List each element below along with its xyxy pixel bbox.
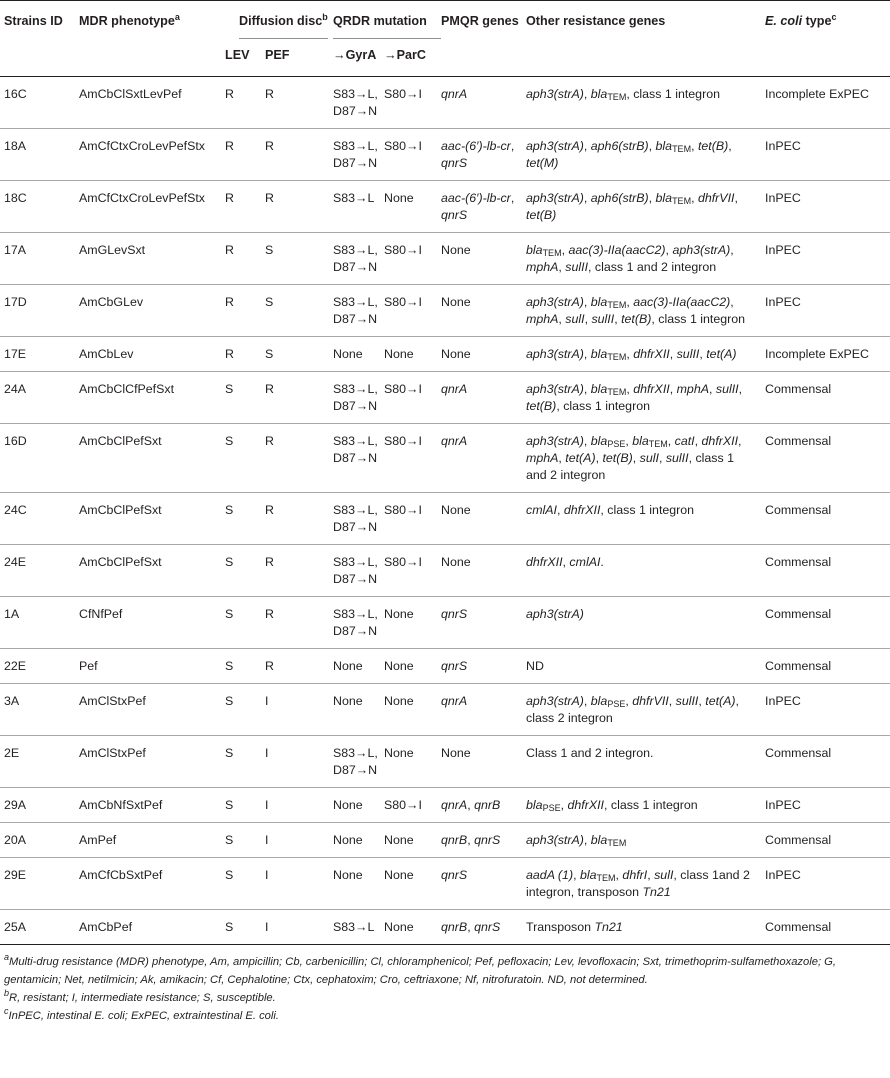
cell-strain-id: 16D: [4, 434, 27, 448]
footnote-b: $^b$R, resistant; I, intermediate resistance; S, susceptible.: [4, 988, 276, 1004]
cell-pef: R: [265, 607, 274, 621]
cell-mdr-phenotype: AmCbClPefSxt: [79, 503, 162, 517]
cell-pef: I: [265, 694, 269, 708]
cell-ecoli-type: Commensal: [765, 434, 832, 448]
cell-parc: None: [384, 659, 414, 673]
footnote-marker-a: a: [174, 12, 180, 22]
cell-gyra: None: [333, 694, 363, 708]
cell-parc: S80→I: [384, 798, 422, 812]
cell-gyra: S83→L, D87→N: [333, 87, 378, 118]
table-row: [0, 337, 890, 372]
cell-parc: None: [384, 607, 414, 621]
header-parc: →ParC: [384, 48, 427, 62]
table-row: [0, 649, 890, 684]
cell-parc: None: [384, 920, 414, 934]
cell-pef: I: [265, 920, 269, 934]
cell-mdr-phenotype: AmGLevSxt: [79, 243, 146, 257]
cell-ecoli-type: Commensal: [765, 503, 832, 517]
cell-mdr-phenotype: AmCbClPefSxt: [79, 555, 162, 569]
cell-mdr-phenotype: AmCfCtxCroLevPefStx: [79, 139, 206, 153]
cell-gyra: S83→L, D87→N: [333, 555, 378, 586]
cell-parc: S80→I: [384, 139, 422, 153]
header-strain-id: Strains ID: [4, 14, 63, 28]
cell-pmqr: qnrA: [441, 694, 468, 708]
cell-strain-id: 29E: [4, 868, 27, 882]
cell-parc: S80→I: [384, 434, 422, 448]
cell-other-genes: Class 1 and 2 integron.: [526, 746, 654, 760]
cell-other-genes: aph3(strA): [526, 607, 584, 621]
cell-lev: S: [225, 694, 234, 708]
cell-parc: S80→I: [384, 382, 422, 396]
cell-lev: S: [225, 659, 234, 673]
footnote-marker-b: b: [322, 12, 328, 22]
cell-pmqr: qnrB, qnrS: [441, 920, 501, 934]
cell-pmqr: None: [441, 503, 471, 517]
table-row: [0, 684, 890, 736]
cell-pmqr: qnrS: [441, 659, 468, 673]
cell-ecoli-type: Commensal: [765, 833, 832, 847]
cell-ecoli-type: InPEC: [765, 243, 801, 257]
cell-strain-id: 24C: [4, 503, 27, 517]
table-row: [0, 285, 890, 337]
cell-gyra: S83→L, D87→N: [333, 139, 378, 170]
cell-other-genes: Transposon Tn21: [526, 920, 623, 934]
cell-strain-id: 16C: [4, 87, 27, 101]
table-row: [0, 372, 890, 424]
cell-pef: R: [265, 434, 274, 448]
cell-other-genes: aph3(strA), aph6(strB), bla$_{TEM}$, tet(B), tet(M): [526, 139, 732, 170]
cell-other-genes: ND: [526, 659, 544, 673]
table-row: [0, 129, 890, 181]
cell-other-genes: bla$_{TEM}$, aac(3)-IIa(aacC2), aph3(strA), mphA, sulII, class 1 and 2 integron: [526, 243, 734, 274]
cell-pmqr: qnrA: [441, 434, 468, 448]
cell-gyra: S83→L, D87→N: [333, 434, 378, 465]
cell-mdr-phenotype: AmCbLev: [79, 347, 134, 361]
table-row: [0, 545, 890, 597]
cell-pef: R: [265, 191, 274, 205]
header-gyra: →GyrA: [333, 48, 377, 62]
cell-mdr-phenotype: AmClStxPef: [79, 694, 146, 708]
cell-pef: S: [265, 243, 274, 257]
cell-gyra: S83→L, D87→N: [333, 382, 378, 413]
cell-pmqr: qnrS: [441, 868, 468, 882]
cell-mdr-phenotype: AmCfCbSxtPef: [79, 868, 163, 882]
cell-pmqr: qnrS: [441, 607, 468, 621]
cell-pef: R: [265, 503, 274, 517]
cell-gyra: None: [333, 833, 363, 847]
cell-pmqr: None: [441, 746, 471, 760]
cell-parc: S80→I: [384, 555, 422, 569]
cell-parc: None: [384, 868, 414, 882]
cell-pef: R: [265, 555, 274, 569]
cell-lev: S: [225, 920, 234, 934]
cell-strain-id: 17D: [4, 295, 27, 309]
cell-mdr-phenotype: AmCbClCfPefSxt: [79, 382, 175, 396]
cell-other-genes: aph3(strA), bla$_{PSE}$, dhfrVII, sulII, tet(A), class 2 integron: [526, 694, 739, 725]
cell-gyra: S83→L, D87→N: [333, 503, 378, 534]
cell-parc: S80→I: [384, 295, 422, 309]
cell-lev: S: [225, 798, 234, 812]
footnotes: [4, 953, 888, 1025]
cell-mdr-phenotype: AmCbNfSxtPef: [79, 798, 163, 812]
cell-parc: None: [384, 694, 414, 708]
cell-pmqr: None: [441, 347, 471, 361]
cell-lev: R: [225, 243, 234, 257]
cell-pmqr: aac-(6′)-lb-cr, qnrS: [441, 139, 515, 170]
cell-gyra: None: [333, 347, 363, 361]
table-row: [0, 181, 890, 233]
table-row: [0, 233, 890, 285]
cell-pef: R: [265, 382, 274, 396]
cell-strain-id: 20A: [4, 833, 27, 847]
cell-strain-id: 24E: [4, 555, 27, 569]
header-lev: LEV: [225, 48, 250, 62]
cell-ecoli-type: InPEC: [765, 191, 801, 205]
cell-pef: R: [265, 139, 274, 153]
cell-parc: S80→I: [384, 243, 422, 257]
cell-strain-id: 17E: [4, 347, 27, 361]
cell-lev: R: [225, 87, 234, 101]
cell-strain-id: 22E: [4, 659, 27, 673]
cell-parc: None: [384, 191, 414, 205]
cell-parc: S80→I: [384, 87, 422, 101]
cell-ecoli-type: Commensal: [765, 607, 832, 621]
cell-strain-id: 29A: [4, 798, 27, 812]
cell-lev: R: [225, 139, 234, 153]
cell-other-genes: aph3(strA), bla$_{TEM}$, class 1 integron: [526, 87, 720, 102]
cell-strain-id: 18C: [4, 191, 27, 205]
table-row: [0, 493, 890, 545]
cell-gyra: S83→L, D87→N: [333, 607, 378, 638]
cell-gyra: S83→L, D87→N: [333, 243, 378, 274]
cell-ecoli-type: Commensal: [765, 920, 832, 934]
cell-gyra: None: [333, 868, 363, 882]
table-row: [0, 858, 890, 910]
cell-pmqr: None: [441, 295, 471, 309]
cell-pmqr: None: [441, 555, 471, 569]
cell-mdr-phenotype: Pef: [79, 659, 98, 673]
cell-pef: I: [265, 868, 269, 882]
table-row: [0, 823, 890, 858]
cell-strain-id: 17A: [4, 243, 27, 257]
cell-ecoli-type: InPEC: [765, 694, 801, 708]
header-pef: PEF: [265, 48, 290, 62]
cell-strain-id: 18A: [4, 139, 27, 153]
cell-mdr-phenotype: AmClStxPef: [79, 746, 146, 760]
table-row: [0, 597, 890, 649]
cell-strain-id: 1A: [4, 607, 20, 621]
table-row: [0, 788, 890, 823]
cell-other-genes: aadA (1), bla$_{TEM}$, dhfrI, sulI, class 1and 2 integron, transposon Tn21: [526, 868, 750, 899]
cell-pef: R: [265, 659, 274, 673]
header-ecoli-type: E. coli type$^c$: [765, 12, 837, 28]
cell-gyra: None: [333, 659, 363, 673]
cell-mdr-phenotype: AmCbClSxtLevPef: [79, 87, 182, 101]
cell-parc: None: [384, 746, 414, 760]
header-mdr-phenotype: MDR phenotype$^a$: [79, 12, 180, 28]
cell-strain-id: 3A: [4, 694, 20, 708]
cell-pef: S: [265, 295, 274, 309]
cell-parc: S80→I: [384, 503, 422, 517]
cell-mdr-phenotype: AmCbPef: [79, 920, 133, 934]
cell-ecoli-type: Commensal: [765, 659, 832, 673]
cell-pef: I: [265, 746, 269, 760]
table-row: [0, 424, 890, 493]
cell-lev: R: [225, 191, 234, 205]
cell-lev: S: [225, 382, 234, 396]
table-row: [0, 77, 890, 129]
cell-pmqr: qnrA, qnrB: [441, 798, 501, 812]
cell-other-genes: cmlAI, dhfrXII, class 1 integron: [526, 503, 695, 517]
cell-lev: S: [225, 434, 234, 448]
cell-other-genes: bla$_{PSE}$, dhfrXII, class 1 integron: [526, 798, 698, 813]
cell-gyra: S83→L, D87→N: [333, 746, 378, 777]
cell-ecoli-type: InPEC: [765, 798, 801, 812]
cell-other-genes: aph3(strA), bla$_{TEM}$, dhfrXII, sulII, tet(A): [526, 347, 737, 362]
cell-mdr-phenotype: AmCbClPefSxt: [79, 434, 162, 448]
cell-other-genes: aph3(strA), bla$_{PSE}$, bla$_{TEM}$, catI, dhfrXII, mphA, tet(A), tet(B), sulI, sulII, class 1 and 2 integron: [526, 434, 742, 482]
cell-ecoli-type: InPEC: [765, 295, 801, 309]
cell-mdr-phenotype: AmPef: [79, 833, 117, 847]
cell-mdr-phenotype: AmCbGLev: [79, 295, 144, 309]
cell-gyra: S83→L: [333, 920, 375, 934]
cell-strain-id: 2E: [4, 746, 20, 760]
cell-ecoli-type: InPEC: [765, 868, 801, 882]
cell-lev: S: [225, 868, 234, 882]
cell-pef: R: [265, 87, 274, 101]
cell-other-genes: dhfrXII, cmlAI.: [526, 555, 604, 569]
cell-ecoli-type: Commensal: [765, 746, 832, 760]
header-other-genes: Other resistance genes: [526, 14, 666, 28]
cell-pmqr: qnrB, qnrS: [441, 833, 501, 847]
cell-strain-id: 24A: [4, 382, 27, 396]
cell-mdr-phenotype: CfNfPef: [79, 607, 123, 621]
cell-lev: S: [225, 607, 234, 621]
cell-other-genes: aph3(strA), bla$_{TEM}$, aac(3)-IIa(aacC2), mphA, sulI, sulII, tet(B), class 1 integron: [526, 295, 746, 326]
cell-lev: R: [225, 347, 234, 361]
cell-ecoli-type: Incomplete ExPEC: [765, 87, 870, 101]
cell-pef: S: [265, 347, 274, 361]
cell-gyra: None: [333, 798, 363, 812]
table-row: [0, 910, 890, 945]
footnote-a: $^a$Multi-drug resistance (MDR) phenotype, Am, ampicillin; Cb, carbenicillin; Cl, chloramphenicol; Pef, pefloxacin; Lev, levofloxacin; Sxt, trimethoprim-sulfamethoxazole; G, gentamicin; Net, netilmicin; Ak, amikacin; Cf, Cephalotine; Ctx, cephatoxim; Cro, ceftriaxone; Nf, nitrofuratoin. ND, not determined.: [4, 952, 836, 986]
table-row: [0, 736, 890, 788]
cell-strain-id: 25A: [4, 920, 27, 934]
footnote-marker-c: c: [831, 12, 837, 22]
cell-pmqr: qnrA: [441, 382, 468, 396]
cell-pmqr: qnrA: [441, 87, 468, 101]
cell-lev: S: [225, 746, 234, 760]
cell-ecoli-type: Commensal: [765, 382, 832, 396]
cell-parc: None: [384, 347, 414, 361]
cell-other-genes: aph3(strA), bla$_{TEM}$: [526, 833, 627, 848]
header-qrdr-mutation: QRDR mutation: [328, 1, 441, 48]
cell-ecoli-type: InPEC: [765, 139, 801, 153]
cell-pef: I: [265, 833, 269, 847]
cell-ecoli-type: Commensal: [765, 555, 832, 569]
header-diffusion-disc: Diffusion disc$^b$: [225, 1, 328, 48]
cell-lev: S: [225, 503, 234, 517]
cell-pef: I: [265, 798, 269, 812]
cell-gyra: S83→L: [333, 191, 375, 205]
cell-gyra: S83→L, D87→N: [333, 295, 378, 326]
cell-other-genes: aph3(strA), bla$_{TEM}$, dhfrXII, mphA, sulII, tet(B), class 1 integron: [526, 382, 743, 413]
cell-parc: None: [384, 833, 414, 847]
header-pmqr-genes: PMQR genes: [441, 14, 519, 28]
cell-lev: R: [225, 295, 234, 309]
cell-ecoli-type: Incomplete ExPEC: [765, 347, 870, 361]
footnote-c: $^c$InPEC, intestinal E. coli; ExPEC, extraintestinal E. coli.: [4, 1006, 279, 1022]
cell-pmqr: aac-(6′)-lb-cr, qnrS: [441, 191, 515, 222]
cell-mdr-phenotype: AmCfCtxCroLevPefStx: [79, 191, 206, 205]
cell-lev: S: [225, 833, 234, 847]
cell-lev: S: [225, 555, 234, 569]
cell-other-genes: aph3(strA), aph6(strB), bla$_{TEM}$, dhfrVII, tet(B): [526, 191, 738, 222]
cell-pmqr: None: [441, 243, 471, 257]
